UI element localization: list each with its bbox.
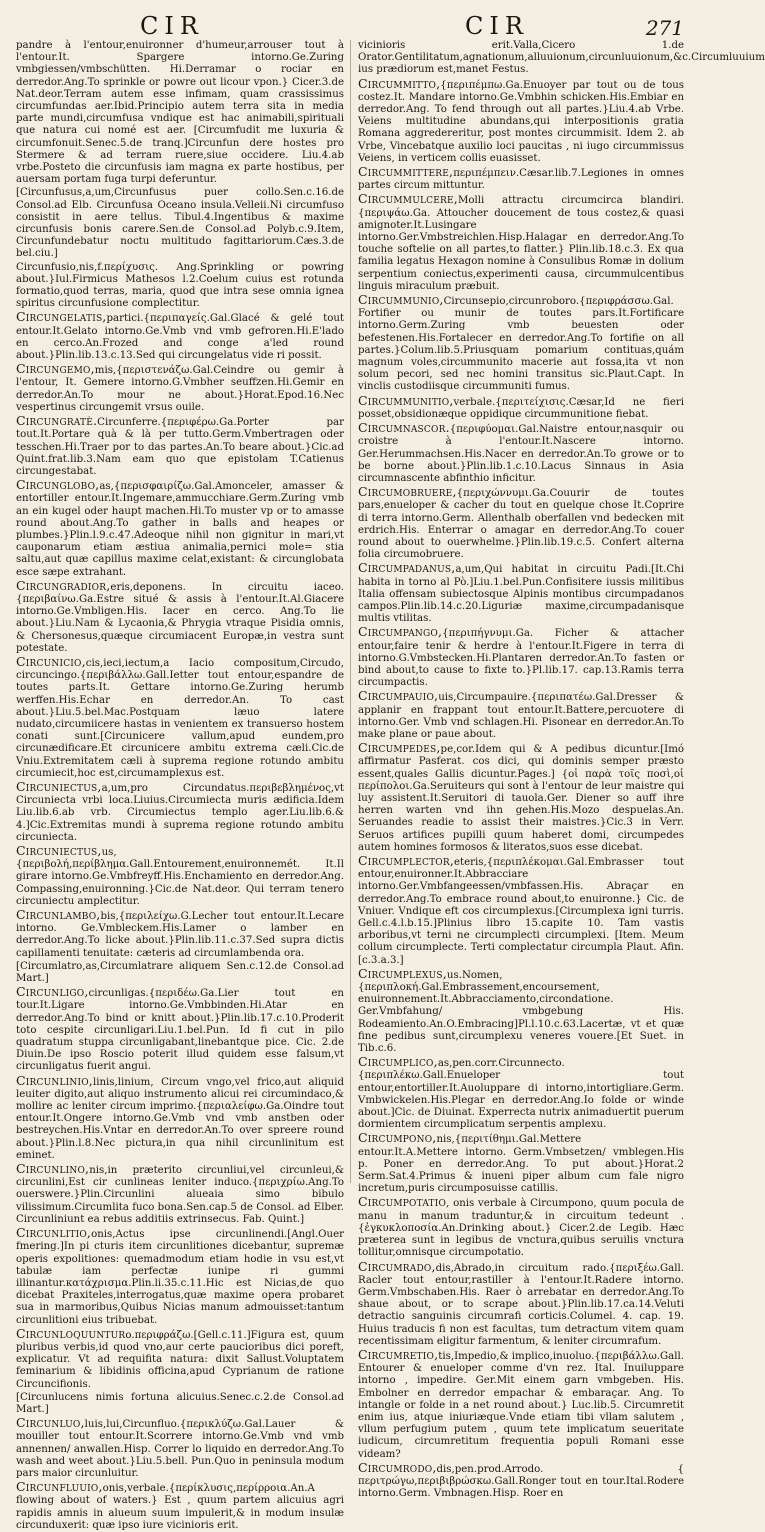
dictionary-entry	[358, 1346, 684, 1461]
entry-headword: Circumpadanus,	[358, 560, 456, 576]
entry-text: vicinioris erit.Valla,Cicero 1.de Orator.Gentilitatum,agnationum,alluuionum,circunluuionum,&c.Circumluuium ius prædiorum est,manet Festus.	[358, 40, 765, 76]
entry-headword: Circunlino,	[16, 1161, 90, 1177]
entry-headword: Circunicio,	[16, 653, 86, 669]
dictionary-entry	[16, 1392, 344, 1416]
page-number: 271	[645, 16, 684, 40]
dictionary-entry	[16, 845, 344, 908]
entry-text: eris,deponens. In circuitu iaceo.{περιβαίνω.Ga.Estre situé & assis à l'entour.It.Al.Giacere intorno.Ge.Vmbligen.His. Iacer en cerco. Ang.To lie about.}Liu.Nam & Lycaonia,& Phrygia vtraque Pisidia omnis, & Chersonesus,quæque circumiacent Europæ,in vestra sunt potestate.	[16, 581, 344, 654]
dictionary-entry	[358, 1459, 684, 1501]
entry-headword: Circungratè.	[16, 413, 98, 429]
entry-headword: Circuniectus,	[16, 778, 102, 794]
entry-headword: Circunloquuntur	[16, 1325, 126, 1341]
entry-headword: Circumpono,	[358, 1130, 437, 1146]
dictionary-entry	[16, 1325, 344, 1391]
dictionary-entry	[358, 422, 684, 485]
entry-headword: Circumrodo,	[358, 1459, 437, 1475]
entry-text: bis,{περιλείχω.G.Lecher tout entour.It.Lecare intorno. Ge.Vmbleckem.His.Lamer o lamber en derredor.Ang.To licke about.}Plin.lib.11.c.37.Sed supra dictis capillamenti tenuitate: cæteris ad circumlambenda ora.	[16, 911, 344, 959]
entry-text: verbale.{περιτείχισις.Cæsar,Id ne fieri posset,obsidionæque oppidique circummunitione fiebat.	[358, 396, 684, 420]
entry-text: mis,{περιστενάζω.Gal.Ceindre ou gemir à l'entour, It. Gemere intorno.G.Vmbher seuffzen.Hi.Gemir en derredor.An.To mour ne about.}Horat.Epod.16.Nec vespertinus circungemit vrsus ouile.	[16, 365, 344, 413]
entry-text: nis,{περιτίθημι.Gal.Mettere entour.It.A.Mettere intorno. Germ.Vmbsetzen/ vmblegen.His p. Poner en derredor.Ang. To put about.}Horat.2 Serm.Sat.4.Primus & inueni piper album cum fale nigro incretum,puris circumposuisse catillis.	[358, 1134, 684, 1195]
entry-headword: Circumplico,	[358, 1054, 438, 1070]
dictionary-entry	[16, 986, 344, 1073]
entry-text: Circunferre.{περιφέρω.Ga.Porter par tout.It.Portare quà & là per tutto.Germ.Vmbertragen oder tesschen.Hi.Traer por to das partes.An.To beare about.}Cic.ad Quint.frat.lib.3.Nam eam quo que epistolam T.Catienus circungestabat.	[16, 417, 344, 477]
dictionary-entry	[16, 479, 344, 579]
dictionary-entry	[358, 1258, 684, 1348]
entry-text: a,um,pro Circundatus.περιβεβλημένος,vt Circuniecta vrbi loca.Liuius.Circumiecta muris ædificia.Idem Liu.lib.6.ab vrb. Circumiectus templo ager.Liu.lib.6.& 4.]Cic.Extremitas mundi à suprema regione rotundo ambitu circuniecta.	[16, 782, 344, 843]
entry-text: , onis verbale à Circumpono, quum pocula de manu in manum traduntur,& in circuitum tedeunt .{ἐγκυκλοποσία.An.Drinking about.} Cicer.2.de Legib. Hæc præterea sunt in legibus de vnctura,quibus seruilis vnctura tollitur,omnisque circumpotatio.	[358, 1198, 684, 1259]
entry-headword: Circumpedes,	[358, 740, 441, 756]
column-divider	[350, 40, 351, 1183]
entry-text: Molli attractu circumcirca blandiri.{περιψάω.Ga. Attoucher doucement de tous costez,& quasi amignoter.It.Lusingare intorno.Ger.Vmbstreichlen.Hisp.Halagar en derredor.Ang.To touche softelie on all partes,to flatter.} Plin.lib.18.c.3. Ex qua familia legatus Hexagon nomine à Consulibus Romæ in dolium serpentium coniectus,experimenti causa, circummulcentibus linguis miraculum præbuit.	[358, 195, 684, 292]
entry-headword: Circunfluuio,	[16, 1479, 103, 1495]
entry-text: [Circunlucens nimis fortuna alicuius.Senec.c.2.de Consol.ad Mart.]	[16, 1391, 344, 1415]
running-head-right: CIR	[465, 12, 529, 40]
dictionary-entry	[16, 40, 344, 186]
entry-headword: Circumobruere,	[358, 484, 457, 500]
entry-text: luis,lui,Circunfluo.{περικλύζω.Gal.Lauer & mouiller tout entour.It.Scorrere intorno.Ge.Vmb vnd vmb annennen/ anwallen.Hisp. Correr lo liquido en derredor.Ang.To wash and weet about.}Liu.5.bell. Pun.Quo in peninsula modum pars maior circunluitur.	[16, 1419, 344, 1479]
entry-headword: Circumpotatio	[358, 1194, 447, 1210]
dictionary-entry	[358, 392, 684, 421]
entry-text: dis,pen.prod.Arrodo. { περιτρώγω,περιβιβρώσκω.Gall.Ronger tout en tour.Ital.Rodere intorno.Germ. Vmbnagen.Hisp. Roer en	[358, 1463, 684, 1500]
dictionary-entry	[16, 577, 344, 655]
entry-text: {περιχώννυμι.Ga.Couurir de toutes pars,enueloper & cacher du tout en quelque chose It.Coprire di terra intorno.Germ. Allenthalb oberfallen vnd bedecken mit erdrich.His. Enterrar o amagar en derredor.Ang.To couer round about to ouerwhelme.}Plin.lib.19.c.5. Confert alterna folia circumobruere.	[358, 488, 684, 561]
entry-headword: Circumplector,	[358, 853, 455, 868]
entry-headword: Circumnascor.	[358, 420, 450, 436]
entry-text: Circunsepio,circunroboro.{περιφράσσω.Gal. Fortifier ou munir de toutes pars.It.Fortificare intorno.Germ.Zuring vmb beuesten oder befestenen.His.Fortalecer en derredor.Ang.To fortifie on all partes.}Colum.lib.5.Priusquam pomarium contituas,quám magnum voles,circummunito macerie aut fossa,ita vt non solum pecori, sed nec homini transitus sic.Plaut.Capt. In vinclis custodiisque circummuniti fumus.	[358, 296, 684, 393]
entry-text: onis,Actus ipse circunlinendi.[Angl.Ouer fmering.]In pi cturis item circunlitiones dicebantur, supremæ operis expolitiones: quemadmodum etiam hodie in vsu est,vt tabulæ iam perfectæ iunipe ri gummi illinantur.κατάχρισμα.Plin.li.35.c.11.Hic est Nicias,de quo dicebat Praxiteles,interrogatus,quæ maxime opera probaret sua in marmoribus,Quibus Nicias manum admouisset:tantum circunlitioni eius tribuebat.	[16, 1229, 344, 1326]
dictionary-entry	[358, 562, 684, 625]
entry-text: circunligas.{περιδέω.Ga.Lier tout en tour.It.Ligare intorno.Ge.Vmbbinden.Hi.Atar en derredor.Ang.To bind or knitt about.}Plin.lib.17.c.10.Proderit toto cespite circunligari.Liu.1.bel.Pun. Id fi cut in pilo quadratum stuppa circunligabant,linebantque pice. Cic. 2.de Diuin.De ipso Roscio poterit illud quidem esse falsum,vt circunligatus fuerit angui.	[16, 988, 344, 1073]
entry-headword: Circunlitio,	[16, 1225, 92, 1241]
entry-text: [Circumlatro,as,Circumlatrare aliquem Sen.c.12.de Consol.ad Mart.]	[16, 960, 344, 985]
dictionary-entry	[16, 653, 344, 780]
entry-text: eteris,{περιπλέκομαι.Gal.Embrasser tout entour,enuironner.It.Abbracciare intorno.Ger.Vmbfangeessen/vmbfassen.His. Abraçar en derredor.Ang.To embrace round about,to enuironne.} Cic. de Vniuer. Vndique eft cos circumplexus.[Circumplexa igni turris. Gell.c.4.l.b.15.]Plinius libro 15.capite 10. Tam vastis arboribus,vt terni ne circumplecti circumplexi. [Item. Meum collum circumplecte. Terti complectatur circumpla Plaut. Afin.[c.3.a.3.]	[358, 857, 684, 966]
entry-text: linis,linium, Circum vngo,vel frico,aut aliquid leuiter digito,aut aliquo instrumento alicui rei circumindaco,& mollire ac leniter circum imprimo.{περιαλείφω.Ga.Oindre tout entour.It.Ongere intorno.Ge.Vmb vnd vmb anstben oder bestreychen.His.Vntar en derredor.An.To over spreere round about.}Plin.l.8.Nec pictura,in qua nihil circunlinitum est eminet.	[16, 1076, 344, 1161]
dictionary-entry	[16, 311, 344, 362]
entry-headword: Circummulcere,	[358, 191, 458, 207]
dictionary-entry	[16, 1227, 344, 1327]
dictionary-entry	[358, 626, 684, 689]
dictionary-entry	[16, 909, 344, 960]
entry-text: o.περιφράζω.[Gell.c.11.]Figura est, quum pluribus verbis,id quod vno,aur certe paucioribus dici poreft, explicatur. Vt ad requifita natura: dixit Sallust.Voluptatem feminarium & libidinis officina,apud Cyprianum de ratione Circuncifionis.	[16, 1329, 344, 1390]
dictionary-entry	[16, 187, 344, 260]
entry-text: partici.{περιπαγείς.Gal.Glacé & gelé tout entour.It.Gelato intorno.Ge.Vmb vnd vmb gefroren.Hi.E'lado en cerco.An.Frozed and conge a'led round about.}Plin.lib.13.c.13.Sed qui circungelatus vide ri possit.	[16, 313, 344, 362]
entry-text: onis,verbale.{περίκλυσις,περίρροια.An.A flowing about of waters.} Est , quum partem alicuius agri rapidis amnis in alueum suum impulerit,& in modum insulæ circunduxerit: quæ ipso iure vicinioris erit.	[16, 1483, 344, 1531]
entry-headword: Circungradior,	[16, 577, 111, 593]
entry-text: [Circunfusus,a,um,Circunfusus puer collo.Sen.c.16.de Consol.ad Elb. Circunfusa Oceano insula.Velleii.Ni circumfuso consistit in aere tellus. Tibul.4.Ingentibus & maxime circunfusis bonis carere.Sen.de Consol.ad Polyb.c.9.Item, Circunfundebatur noctu multitudo fagittariorum.Cæs.3.de bel.ciu.]	[16, 187, 344, 260]
dictionary-entry	[358, 294, 684, 394]
entry-text: περιπέμπειν.Cæsar.lib.7.Legiones in omnes partes circum mittuntur.	[358, 168, 684, 192]
entry-headword: Circunlinio,	[16, 1072, 93, 1088]
entry-text: tis,Impedio,& implico,inuoluo.{περιβάλλω.Gall. Entourer & enueloper comme d'vn rez. Ital. Inuiluppare intorno , impedire. Ger.Mit einem garn vmbgeben. His. Embolner en derredor empachar & embaraçar. Ang. To intangle or folde in a net round about.} Luc.lib.5. Circumretit enim ius, atque iniuriæque.Vnde etiam tibi vllam salutem , vllum perfugium putem , quum tete implicatum seueritate iudicum, circumretitum frequentia populi Romani esse videam?	[358, 1350, 684, 1460]
dictionary-entry	[16, 1072, 344, 1162]
entry-headword: Circummunitio,	[358, 392, 454, 408]
dictionary-entry	[358, 965, 684, 1055]
entry-text: dis,Abrado,in circuitum rado.{περιξέω.Gall. Racler tout entour,rastiller à l'entour.It.Radere intorno. Germ.Vmbschaben.His. Raer ò arrebatar en derredor.Ang.To shaue about, or to scrape about.}Plin.lib.17.ca.14.Veluti detractio sanguinis circumrafi corticis.Columel. 4. cap. 19. Huius traducis fi non est facultas, tum detractum vitem quam recentissimam eligitur farmentum, & leniter circumrafum.	[358, 1262, 684, 1347]
left-column	[16, 40, 344, 1531]
dictionary-entry	[358, 40, 765, 77]
entry-text: nis,in præterito circunliui,vel circunleui,& circunlini,Est cir cunlineas leniter induco.{περιχρίω.Ang.To ouerswere.}Plin.Circunlini alueaia simo bibulo vilissimum.Circumlita fuco bona.Sen.cap.5 de Consol. ad Elber. Circunliniunt ea rebus additiis extrinsecus. Fab. Quint.]	[16, 1165, 344, 1225]
entry-text: {περιπήγνυμι.Ga. Ficher & attacher entour,faire tenir & herdre à l'entour.It.Figere in terra di intorno.G.Vmbstecken.Hi.Plantaren derredor.An.To fasten or bind about,to cause to fixte to.}Pl.lib.17. cap.13.Ramis terra circumpactis.	[358, 628, 684, 689]
entry-headword: Circummitto,	[358, 75, 441, 91]
entry-headword: Circuniectus,	[16, 843, 102, 858]
entry-headword: Circunlambo,	[16, 907, 101, 923]
entry-text: {περιπέμπω.Ga.Enuoyer par tout ou de tous costez.It. Mandare intorno.Ge.Vmbhin schicken.His.Embiar en derredor.Ang. To fend through out all partes.}Liu.4.ab Vrbe. Veiens multitudine abundans,qui interpositionis gratia Romana aggredereritur, post montes circummisit. Idem 2. ab Vrbe, Vincebatque auxilio loci paucitas , ni iugo circummissus Veiens, in verticem collis euasisset.	[358, 79, 684, 164]
dictionary-entry	[16, 1163, 344, 1226]
entry-text: cis,ieci,iectum,a Iacio compositum,Circudo, circuncingo.{περιβάλλω.Gall.Ietter tout entour,espandre de toutes parts.It. Gettare intorno.Ge.Zuring herumb werffen.His.Echar en derredor.An. To cast about.}Liu.5.bel.Mac.Postquam læuo latere nudato,circumiicere hastas in venientem ex transuerso hostem conati sunt.[Circunicere vallum,apud eundem,pro circunædificare.Et circunicere ambitu extrema cæli.Cic.de Vniu.Extremitatem cæli à suprema regione rotundo ambitu circumiecit,hoc est,circumamplexus est.	[16, 657, 344, 779]
dictionary-entry	[358, 690, 684, 741]
entry-headword: Circumpango,	[358, 624, 443, 640]
page-header	[0, 0, 700, 40]
dictionary-entry	[358, 166, 684, 192]
entry-text: as,{περισφαιρίζω.Gal.Amonceler, amasser & entortiller entour.It.Ingemare,ammucchiare.Germ.Zuring vmb an ein kugel oder haupt machen.Hi.To muster vp or to amasse round about.Ang.To gather in balls and heapes or plumbes.}Plin.l.9.c.47.Adeoque nihil non gignitur in mari,vt cauponarum etiam æstiua animalia,pernici mole= stia saltu,aut quæ capillus maxime celat,existant: & circunglobata esce sæpe extrahant.	[16, 481, 344, 578]
right-column	[358, 40, 765, 1500]
entry-text: a,um,Qui habitat in circuitu Padi.[It.Chi habita in torno al Pò.]Liu.1.bel.Pun.Confisitere iussis militibus Italia offensam subiectosque Alpinis montibus circumpadanos campos.Plin.lib.14.c.20.Liguriæ maxime,circumpadanisque multis vtilitas.	[358, 564, 684, 625]
entry-headword: Circumpauio,	[358, 688, 439, 704]
entry-headword: Circungemo,	[16, 361, 95, 377]
dictionary-entry	[358, 1196, 684, 1259]
entry-headword: Circumplexus,	[358, 965, 447, 981]
entry-headword: Circunligo,	[16, 984, 89, 1000]
entry-text: us,{περιβολή,περίβλημα.Gall.Entourement,enuironnemét. It.Il girare intorno.Ge.Vmbfreyff.His.Enchamiento en derredor.Ang. Compassing,enuironning.}Cic.de Nat.deor. Qui terram tenero circuniectu amplectitur.	[16, 847, 344, 907]
dictionary-entry	[358, 742, 684, 854]
entry-text: pe,cor.Idem qui & A pedibus dicuntur.[Imó affirmatur Pasferat. cos dici, qui dominis semper præsto essent,quales Gallis dicuntur.Pages.] {οἱ παρὰ τοῖς ποσὶ,οἱ περίπολοι.Ga.Seruiteurs qui sont à l'entour de leur maistre qui luy assistent.It.Seruitori di tauola.Ger. Diener so auff ihre herren warten vnd ihn gehen.His.Mozo despuelas.An. Seruandes readie to assist their maistres.}Cic.3 in Verr. Seruos artifices pupilli quum haberet domi, circumpedes autem homines formosos & literatos,suos esse dicebat.	[358, 744, 685, 853]
entry-headword: Circunglobo,	[16, 477, 100, 493]
entry-headword: Circumrado,	[358, 1258, 436, 1274]
entry-text: uis,Circumpauire.{περιπατέω.Gal.Dresser & applanir en frappant tout entour.It.Battere,percuotere di intorno.Ger. Vmb vnd schlagen.Hi. Pisonear en derredor.An.To make plane or paue about.	[358, 692, 684, 740]
dictionary-entry	[358, 193, 684, 293]
dictionary-entry	[16, 415, 344, 478]
dictionary-entry	[16, 262, 344, 311]
entry-text: us.Nomen,{περιπλοκή.Gal.Embrassement,encoursement, enuironnement.It.Abbracciamento,circondatione. Ger.Vmbfahung/ vmbgebung His. Rodeamiento.An.O.Embracing]Pl.l.10.c.63.Lacertæ, vt et quæ fine pedibus sunt,circumplexu veneres vouere.[Et Suet. in Tib.c.6.	[358, 969, 684, 1055]
entry-headword: Circummittere,	[358, 164, 454, 180]
dictionary-entry	[16, 363, 344, 414]
entry-headword: Circumretio,	[358, 1346, 439, 1362]
entry-text: Circunfusio,nis,f.περίχυσις. Ang.Sprinkling or powring about.}Iul.Firmicus Mathesos l.2.Coelum cuius est rotunda formatio,quod terras, maria, quod que intra sese omnia ignea spiritus circunfusione complectitur.	[16, 261, 344, 310]
entry-headword: Circummunio,	[358, 292, 444, 308]
entry-headword: Circungelatis,	[16, 309, 107, 325]
entry-text: as,pen.corr.Circunnecto.{περιπλέκω.Gall.Enueloper tout entour,entortiller.It.Auoluppare di intorno,intortigliare.Germ. Vmbwickelen.His.Plegar en derredor.Ang.Io folde or winde about.]Cic. de Diuinat. Experrecta nutrix animaduertit puerum dormientem circumplicatum serpentis amplexu.	[358, 1058, 684, 1131]
running-head-left: CIR	[140, 12, 204, 40]
dictionary-entry	[358, 75, 684, 165]
dictionary-entry	[16, 778, 344, 844]
dictionary-entry	[358, 1132, 684, 1195]
dictionary-entry	[16, 961, 344, 985]
dictionary-entry	[358, 486, 684, 561]
entry-headword: Circunluo,	[16, 1415, 85, 1431]
dictionary-entry	[358, 1056, 684, 1131]
dictionary-entry	[16, 1481, 344, 1532]
dictionary-entry	[358, 855, 684, 967]
dictionary-entry	[16, 1417, 344, 1480]
entry-text: pandre à l'entour,enuironner d'humeur,arrouser tout à l'entour.It. Spargere intorno.Ge.Zuring vmbgiessen/vmbschütten. Hi.Derramar o rociar en derredor.Ang.To sprinkle or powre out licour vpon.} Cicer.3.de Nat.deor.Terram autem esse infimam, quam crassissimus circumfundas aer.Ibid.Principio autem terra sita in media parte mundi,circumfusa vndique est hac animabili,spirituali que natura cui nomé est aer. [Circumfudit me luxuria & circumfonuit.Senec.5.de tranq.]Circunfun dere hostes pro Stermere & ad terram ruere,siue occidere. Liu.4.ab vrbe.Posteto die circunfusis iam magna ex parte hostibus, per auersam portam fuga turpi deferuntur.	[16, 40, 344, 186]
entry-text: {περιφύομαι.Gal.Naistre entour,nasquir ou croistre à l'entour.It.Nascere intorno. Ger.Herummachsen.His.Nacer en derredor.An.To growe or to be borne about.}Plin.lib.1.c.10.Lacus Sinnaus in Asia circumnascente abfinthio inficitur.	[358, 424, 684, 484]
